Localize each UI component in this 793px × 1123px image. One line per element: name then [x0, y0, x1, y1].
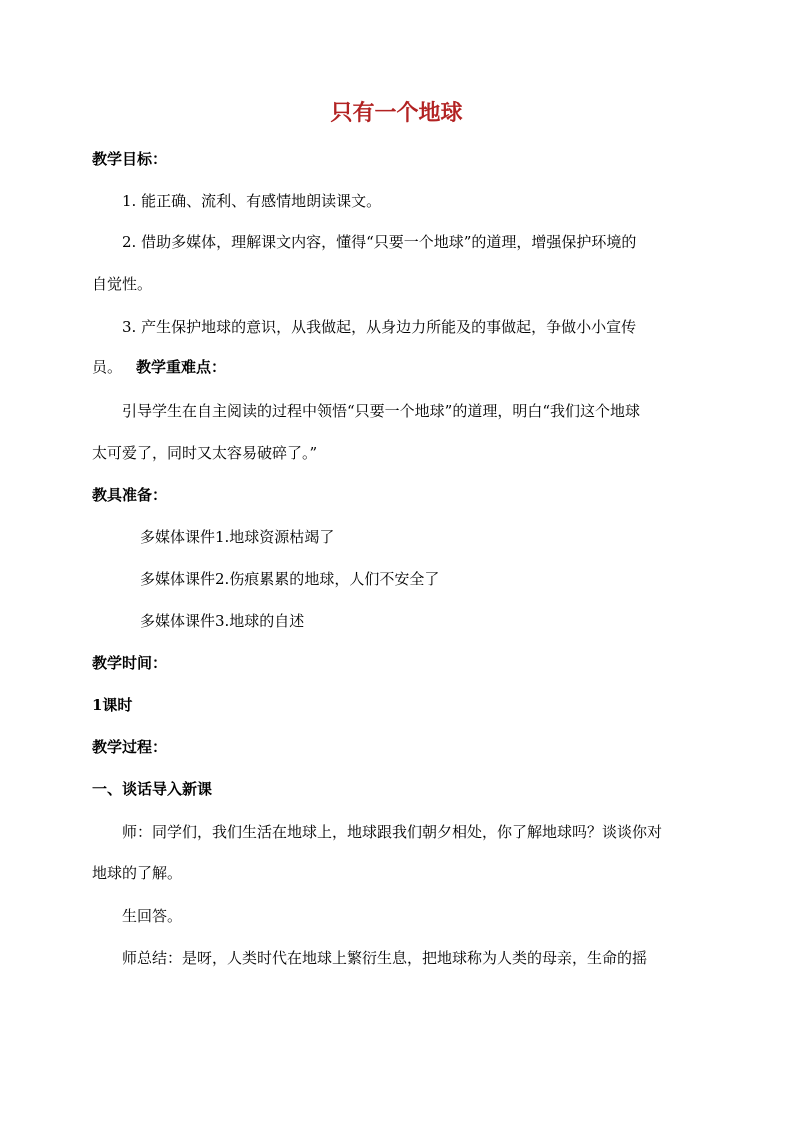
objectives-heading: 教学目标： — [92, 150, 168, 168]
time-value: 1课时 — [92, 696, 133, 714]
objective-3-line-2-with-heading — [92, 356, 712, 378]
material-2: 多媒体课件2.伤痕累累的地球，人们不安全了 — [140, 570, 440, 588]
objective-2-line-1: 2. 借助多媒体，理解课文内容，懂得“只要一个地球”的道理，增强保护环境的 — [122, 233, 637, 251]
teacher-1-line-1: 师：同学们，我们生活在地球上，地球跟我们朝夕相处，你了解地球吗？谈谈你对 — [122, 823, 663, 841]
key-points-line-2: 太可爱了，同时又太容易破碎了。” — [92, 444, 318, 462]
objective-3-line-2: 员。 — [92, 358, 123, 376]
teacher-summary-line-1: 师总结：是呀，人类时代在地球上繁衍生息，把地球称为人类的母亲，生命的摇 — [122, 949, 648, 967]
objective-1: 1. 能正确、流利、有感情地朗读课文。 — [122, 192, 382, 210]
student-answer: 生回答。 — [122, 907, 183, 925]
teacher-1-line-2: 地球的了解。 — [92, 864, 183, 882]
material-1: 多媒体课件1.地球资源枯竭了 — [140, 528, 335, 546]
key-points-line-1: 引导学生在自主阅读的过程中领悟“只要一个地球”的道理，明白“我们这个地球 — [122, 402, 641, 420]
objective-3-line-1: 3. 产生保护地球的意识，从我做起，从身边力所能及的事做起，争做小小宣传 — [122, 318, 637, 336]
key-points-heading: 教学重难点： — [136, 358, 227, 376]
material-3: 多媒体课件3.地球的自述 — [140, 612, 305, 630]
document-title: 只有一个地球 — [330, 100, 463, 126]
part-1-heading: 一、谈话导入新课 — [92, 780, 213, 798]
objective-2-line-2: 自觉性。 — [92, 275, 153, 293]
materials-heading: 教具准备： — [92, 486, 168, 504]
process-heading: 教学过程： — [92, 738, 168, 756]
time-heading: 教学时间： — [92, 654, 168, 672]
